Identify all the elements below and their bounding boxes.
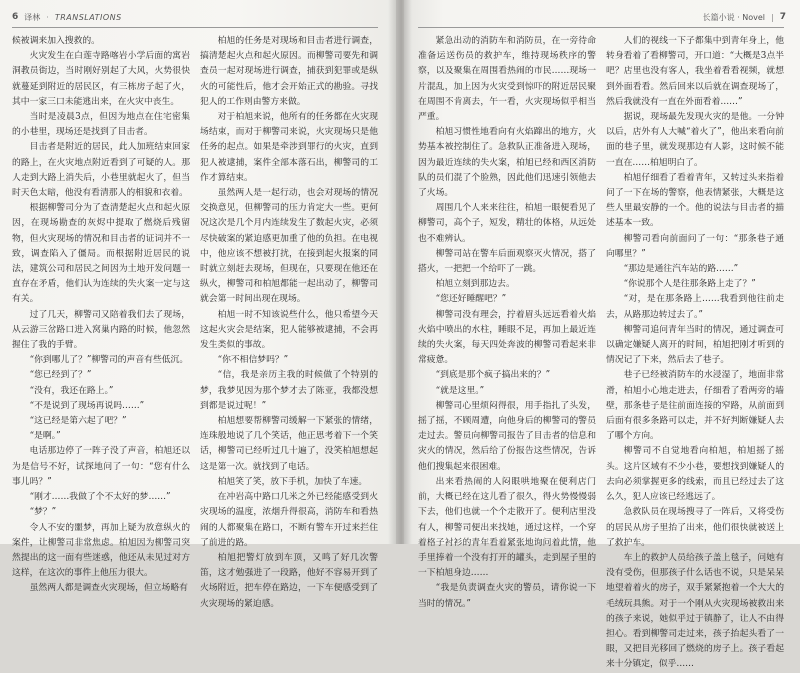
paragraph: 柳警司看向前面问了一句：“那条巷子通向哪里？” bbox=[606, 233, 784, 259]
paragraph: 柏旭把警灯放到车顶，又鸣了好几次警笛，这才勉强进了一段路，他好不容易开到了火场附近，把车停在路边，一下车便感受到了火灾现场的紧迫感。 bbox=[200, 552, 378, 609]
paragraph: 虽然两人都是调查火灾现场，但立场略有 bbox=[29, 583, 188, 594]
header-separator: | bbox=[771, 12, 774, 22]
header-separator: · bbox=[46, 12, 49, 22]
left-column-2 bbox=[200, 34, 378, 609]
paragraph: 紧急出动的消防车和消防员，在一旁待命准备运送伤员的救护车，维持现场秩序的警察，以及聚集在周围看热闹的市民……现场一片混乱，加上因为火灾受到惊吓的附近居民聚在周围不肯离去，午一看，火灾现场似乎相当严重。 bbox=[418, 36, 596, 123]
left-page bbox=[0, 0, 396, 609]
paragraph: 巷子已经被消防车的水浸湿了，地面非常滑，柏旭小心地走进去，仔细看了看两旁的墙壁，那条巷子是往前面连接的窄路，从前面到后面有很多条路可以走，并不好判断嫌疑人去了哪个方向。 bbox=[606, 370, 784, 442]
paragraph: 在冲岩高中路口几米之外已经能感受到火灾现场的温度，浓烟升得很高，消防车和看热闹的人都聚集在路口，不断有警车开过来拦住了前进的路。 bbox=[200, 492, 378, 548]
paragraph: 柏旭仔细看了看着青年，又转过头来指着问了一下在场的警察，他表情紧张，大概是这些人里最安静的一个。他的说法与目击者的描述基本一致。 bbox=[606, 172, 784, 229]
paragraph: “您已经到了？” bbox=[29, 370, 92, 381]
paragraph: “您还好睡醒吧？” bbox=[435, 294, 507, 305]
paragraph: “我是负责调查火灾的警员，请你说一下当时的情况。” bbox=[418, 583, 596, 609]
paragraph: 人们的视线一下子都集中到青年身上，他转身看着了看柳警司，开口道：“大概是3点半吧？店里也没有客人，我坐着看看视频，就想到外面看看。然后回来以后就在调查现场了，然后我就没有一直在外面看着……” bbox=[606, 36, 784, 107]
paragraph: “没有，我还在路上。” bbox=[29, 385, 114, 396]
paragraph: 柳警司心里烦闷得很，用手指扎了头发，摇了摇，不顾周遭，向他身后的柳警司的警员走过去。警员向柳警司报告了目击者的信息和灾火的情况，然后给了份报告这些情况，告诉他们搜集起来很困难。 bbox=[418, 400, 596, 472]
paragraph: 虽然两人是一起行动，也会对现场的情况交换意见，但柳警司的压力肯定大一些。更何况这次是几个月内连续发生了数起火灾，必须尽快破案的紧迫感更加重了他的负担。在电视中，他应该不想被打扰，在接到起火报案的同时就立刻赶去现场，但现在，只要现在他还在纵火，柳警司和柏旭都能一起出动了，柳警司就会第一时间出现在现场。 bbox=[200, 188, 378, 305]
paragraph: 柏旭想要帮柳警司缓解一下紧张的情绪，连珠般地说了几个笑话，他正思考着下一个笑话，柳警司已经听过几十遍了，没笑柏旭想起这是第一次。就找到了电话。 bbox=[200, 416, 378, 472]
paragraph: “到底是那个疯子搞出来的？” bbox=[435, 370, 551, 381]
paragraph: 柏旭立刻到那边去。 bbox=[435, 279, 515, 290]
paragraph: 柳警司没有理会，拧着眉头远远看着火焰火焰中喷出的水柱，睡眼不足，再加上最近连续的失火案，每天四处奔波的柳警司看起来非常疲惫。 bbox=[418, 309, 596, 366]
left-page-body bbox=[12, 34, 378, 609]
left-page-number: 6 bbox=[12, 12, 19, 22]
right-page-header bbox=[703, 10, 786, 24]
paragraph: “你到哪儿了？”柳警司的声音有些低沉。 bbox=[29, 355, 189, 366]
paragraph: 柳警司站在警车后面观察灭火情况，搭了搭火，一把把一个给吓了一跳。 bbox=[418, 248, 596, 275]
paragraph: 对于柏旭来说，他所有的任务都在火灾现场结束，而对于柳警司来说，火灾现场只是他任务的起点。如果是牵涉到罪行的火灾，直到犯人被逮捕，案件全部本落石出，柳警司的工作才算结束。 bbox=[200, 112, 378, 183]
paragraph: 周围几个人来来往往，柏旭一眼便看见了柳警司，高个子，短发，精壮的体格，从远处也不难辨认。 bbox=[418, 203, 596, 244]
left-page-header bbox=[12, 10, 122, 24]
paragraph: “那边是通往汽车站的路……” bbox=[623, 264, 739, 275]
paragraph: 柏旭笑了笑，放下手机，加快了车速。 bbox=[217, 476, 368, 487]
paragraph: 电话那边停了一阵子没了声音，柏旭还以为是信号不好，试探地问了一句：“您有什么事儿吗？” bbox=[12, 446, 190, 487]
book-gutter-shadow bbox=[388, 0, 412, 544]
paragraph: “这已经是第六起了吧？” bbox=[29, 416, 127, 427]
paragraph: 令人不安的噩梦，再加上疑为放意纵火的案件，让柳警司非常焦虑。柏旭因为柳警司突然提出的这一面有些迷惑，他还从未见过对方这样，在这次的事件上他压力很大。 bbox=[12, 522, 190, 579]
paragraph: “不是说到了现场再说吗……” bbox=[29, 400, 145, 411]
paragraph: 急救队员在现场搜寻了一阵后，又将受伤的居民从房子里抬了出来，他们很快就被送上了救护车。 bbox=[606, 507, 784, 548]
paragraph: “对，是在那条路上……我看到他往前走去，从路那边转过去了。” bbox=[606, 294, 784, 320]
right-header-rule bbox=[418, 27, 784, 28]
paragraph: “是啊。” bbox=[29, 431, 61, 442]
paragraph: 候被调来加入搜救的。 bbox=[12, 36, 100, 46]
paragraph: “梦？” bbox=[29, 507, 57, 518]
paragraph: “你说那个人是往那条路上走了？” bbox=[623, 279, 756, 290]
paragraph: 车上的救护人员给孩子盖上毯子，问她有没有受伤，但那孩子什么话也不说，只是呆呆地望着着火的房子，双手紧紧抱着一个大大的毛绒玩具熊。对于一个刚从火灾现场被救出来的孩子来说，她似乎过于镇静了，让人不由得担心。看到柳警司走过来，孩子抬起头看了一眼，又把目光移回了燃烧的房子上。孩子看起来十分镇定，似乎…… bbox=[606, 552, 784, 670]
paragraph: “信，我是亲历主我的时候做了个特别的梦，我梦见因为那个梦才去了陈亚，我都没想到都是说过呢！” bbox=[200, 370, 378, 411]
paragraph: 柳警司不自觉地看向柏旭，柏旭摇了摇头。这片区域有不少小巷，要想找到嫌疑人的去向必须掌握更多的线索，而且已经过去了这么久，犯人应该已经逃远了。 bbox=[606, 446, 784, 503]
right-page-number: 7 bbox=[779, 12, 786, 22]
paragraph: “刚才……我做了个不太好的梦……” bbox=[29, 492, 171, 503]
paragraph: 当时是凌晨3点，但因为地点在住宅密集的小巷里，现场还是找到了目击者。 bbox=[12, 112, 190, 138]
paragraph: 柏旭习惯性地看向有火焰蹿出的地方，火势基本被控制住了。急救队正准备进入现场，因为最近连续的失火案，柏旭已经和西区消防队的员们混了个脸熟，因此他们迅速引领他去了火场。 bbox=[418, 127, 596, 199]
paragraph: 据说，现场最先发现火灾的是他。一分钟以后，店外有人大喊“着火了”，他出来看向前面的巷子里，就发现那边有人影，这时候不能一直在……柏旭明白了。 bbox=[606, 112, 784, 168]
paragraph: “就是这里。” bbox=[435, 385, 485, 396]
paragraph: 火灾发生在白莲寺路喀岩小学后面的寓岩洞教员街边，当时刚好别起了大风，火势很快就蔓延到附近的居民区，有三栋房子起了火，其中一家三口未能逃出来，在火灾中丧生。 bbox=[12, 51, 190, 107]
paragraph: 目击者是附近的居民，此人加班结束回家的路上，在火灾地点附近看到了可疑的人。那人走到大路上消失后，小巷里就起火了，但当时天色太暗，他没有看清那人的相貌和衣着。 bbox=[12, 142, 190, 199]
paragraph: “你不相信梦吗？” bbox=[217, 355, 289, 366]
left-column-1 bbox=[12, 34, 190, 594]
left-header-rule bbox=[12, 27, 378, 28]
paragraph: 柏旭一时不知该说些什么，他只希望今天这起火灾会是结案，犯人能够被逮捕，不会再发生类似的事故。 bbox=[200, 309, 378, 351]
magazine-section: TRANSLATIONS bbox=[54, 12, 122, 22]
right-section-label: 长篇小说 · Novel bbox=[702, 12, 766, 22]
paragraph: 柏旭的任务是对现场和目击者进行调查，搞清楚起火点和起火原因。而柳警司要先和调查员一起对现场进行调查，捕获到犯罪或是纵火的可能性后，他才会开始正式的勘验。寻找犯人的工作则由警方来做。 bbox=[200, 36, 378, 107]
magazine-brand: 译林 bbox=[24, 12, 41, 22]
paragraph: 根据柳警司分为了查清楚起火点和起火原因，在现场勘查的灰烬中提取了燃烧后残留物，但火灾现场的情况和目击者的证词并不一致，调查陷入了僵局。而根据附近居民的说法，建筑公司和居民之间因为土地开发问题一直存在矛盾，他们认为连续的失火案一定与这有关。 bbox=[12, 203, 190, 305]
right-column-2 bbox=[606, 34, 784, 670]
paragraph: 柳警司追问青年当时的情况，通过调查可以确定嫌疑人离开的时间，柏旭把刚才听到的情况记了下来，然后去了巷子。 bbox=[606, 324, 784, 366]
right-page-body bbox=[418, 34, 784, 670]
paragraph: 出来看热闹的人闷眼哄地聚在便利店门前，大概已经在这儿看了很久，得火势慢慢弱下去，他们也就一个个走散开了。便利店里没有人，柳警司便出来找她，通过这样，一个穿着格子衬衫的青年看着紧张地询问着此情，他手里捧着一个没有打开的罐头，走到屋子里的一下柏旭身边…… bbox=[418, 476, 596, 579]
paragraph: 过了几天，柳警司又陪着我们去了现场，从云游三岔路口进入窝巢内路的时候，他忽然握住了我的手臂。 bbox=[12, 309, 190, 351]
right-page bbox=[404, 0, 800, 670]
right-column-1 bbox=[418, 34, 596, 609]
